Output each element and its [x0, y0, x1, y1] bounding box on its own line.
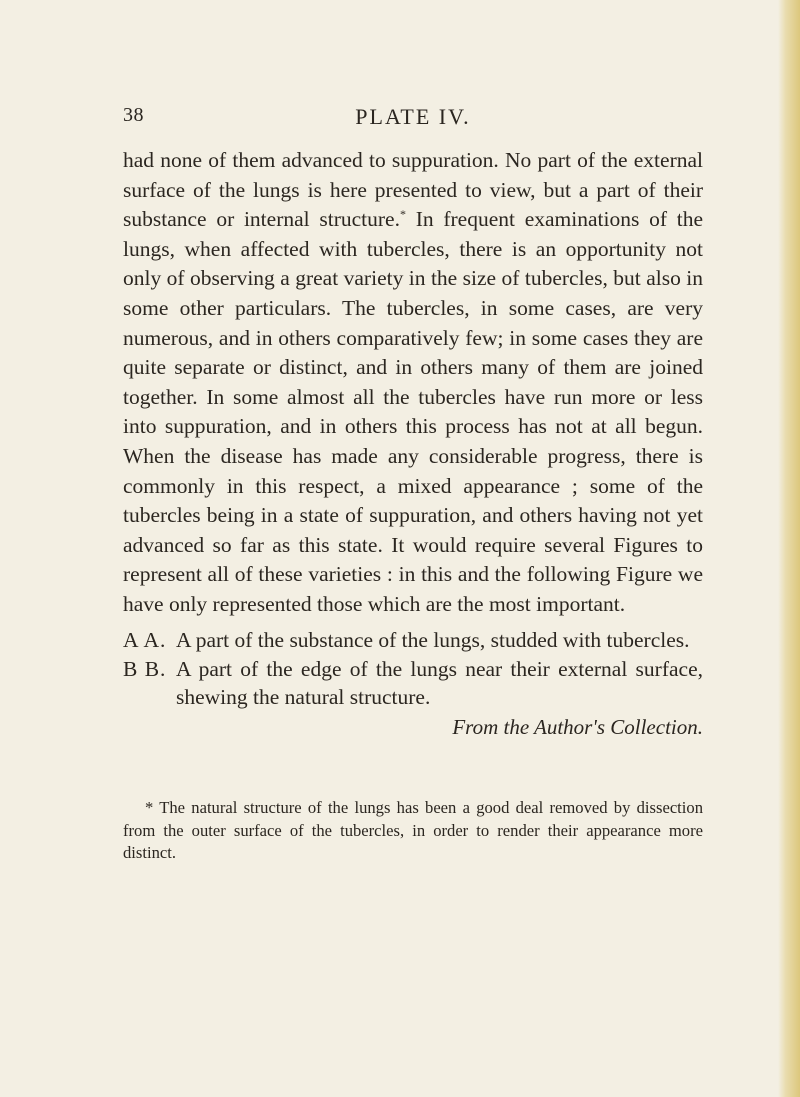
plate-title: PLATE IV.: [355, 104, 471, 129]
legend-item-bb: [123, 655, 703, 712]
page-number: 38: [123, 104, 144, 126]
legend-key: A A.: [123, 628, 167, 652]
page-header: [123, 104, 703, 138]
body-text-part-1: had none of them advanced to suppuration. No part of the external surface of the lungs is here presented to view, but a part of their substance or internal structure.: [123, 148, 703, 232]
figure-legend: [123, 626, 703, 742]
footnote-marker: *: [399, 207, 406, 222]
page-edge-shading: [778, 0, 800, 1097]
legend-text: A part of the substance of the lungs, studded with tubercles.: [176, 628, 690, 652]
legend-item-aa: [123, 626, 703, 655]
legend-key: B B.: [123, 656, 167, 681]
legend-text: A part of the edge of the lungs near their external surface, shewing the natural structure.: [176, 656, 703, 709]
body-text-part-2: In frequent examinations of the lungs, when affected with tubercles, there is an opportunity not only of observing a great variety in the size of tubercles, but also in some other particulars. The tubercles, in some cases, are very numerous, and in others comparatively few; in some cases they are quite separate or distinct, and in others many of them are joined together. In some almost all the tubercles have run more or less into suppuration, and in others this process has not at all begun. When the disease has made any considerable progress, there is commonly in this respect, a mixed appearance ; some of the tubercles being in a state of suppuration, and others having not yet advanced so far as this state. It would require several Figures to represent all of these varieties : in this and the following Figure we have only represented those which are the most important.: [123, 207, 703, 616]
footnote: * The natural structure of the lungs has been a good deal removed by dissection from the outer surface of the tubercles, in order to render their appearance more distinct.: [123, 798, 703, 862]
body-paragraph: [123, 146, 703, 620]
attribution: From the Author's Collection.: [452, 714, 703, 739]
